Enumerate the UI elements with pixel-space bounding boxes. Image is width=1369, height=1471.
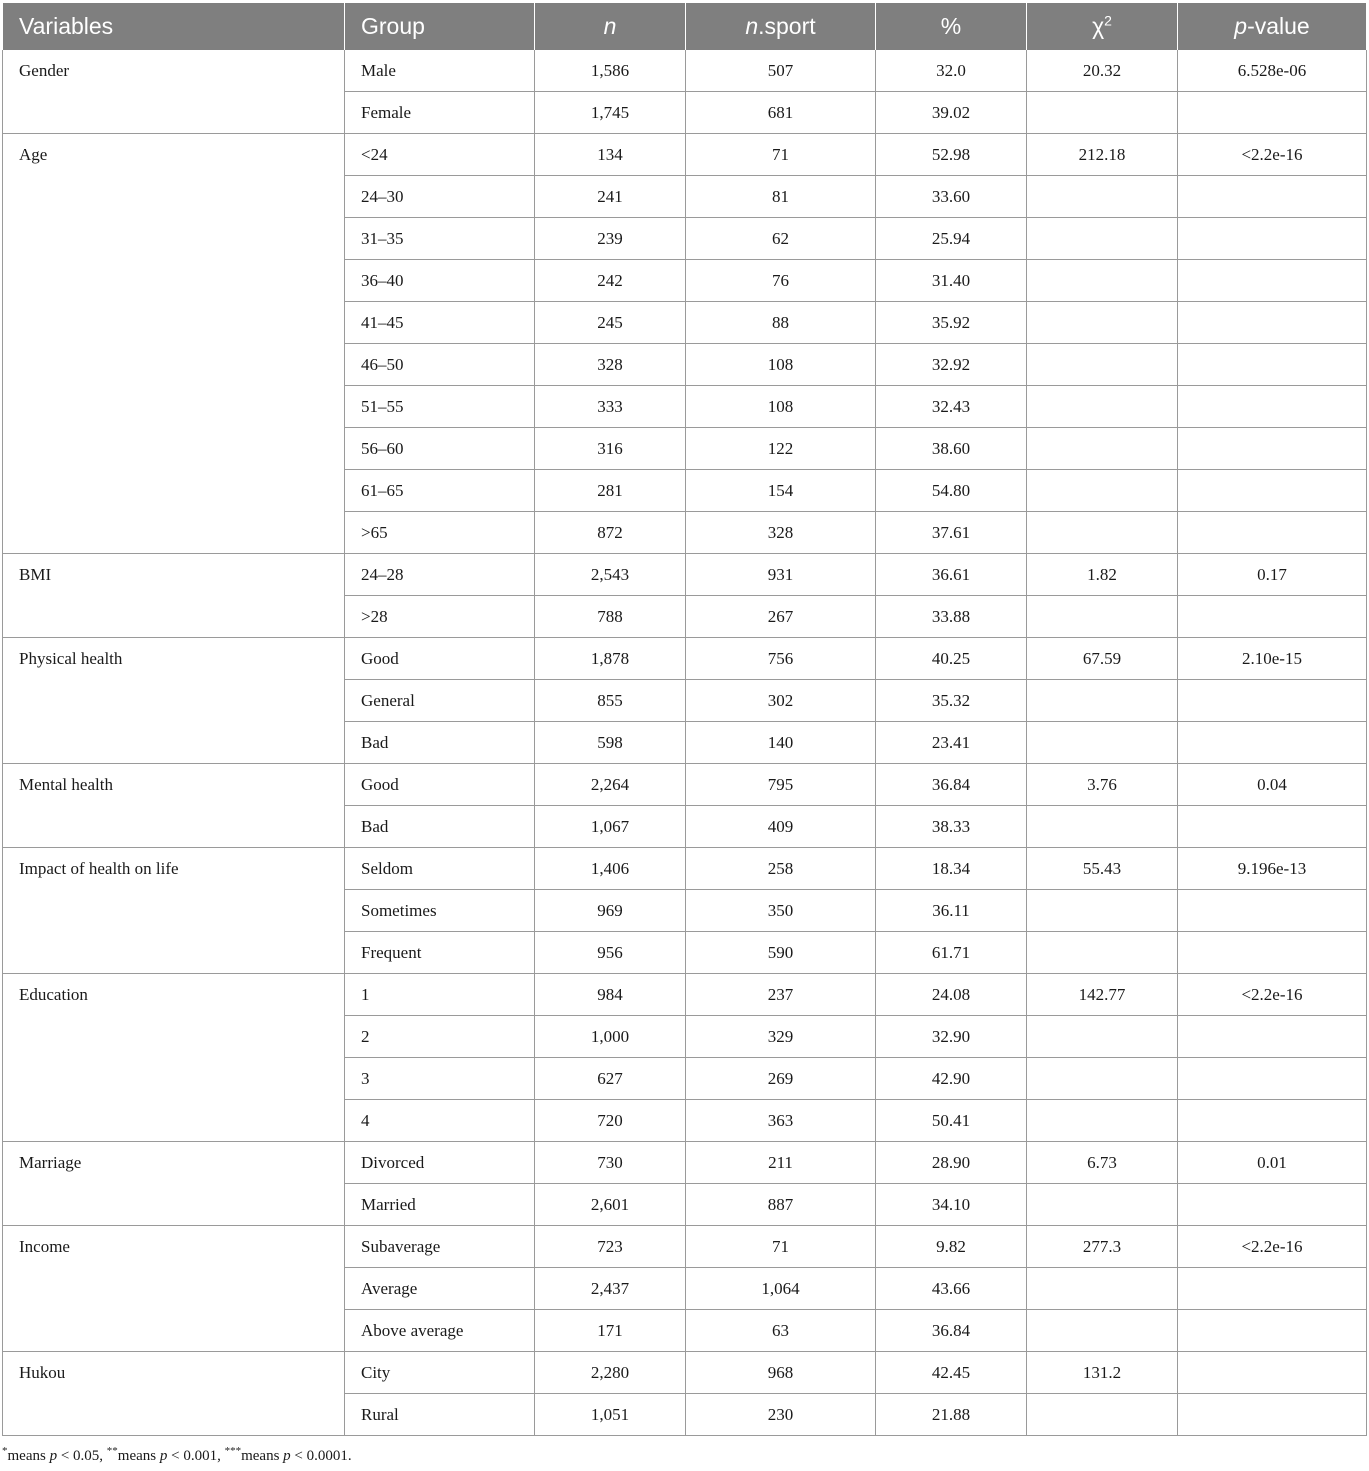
table-footnote	[2, 1445, 352, 1465]
cell-n-sport: 887	[686, 1184, 876, 1226]
cell-n: 627	[535, 1058, 686, 1100]
footnote-text-1: means	[7, 1448, 50, 1464]
cell-n-sport: 140	[686, 722, 876, 764]
header-group: Group	[345, 3, 535, 51]
header-n	[535, 3, 686, 51]
cell-n-sport: 329	[686, 1016, 876, 1058]
header-p-italic: p	[1234, 13, 1248, 39]
cell-n-sport: 507	[686, 50, 876, 92]
cell-n-sport: 968	[686, 1352, 876, 1394]
cell-p-value	[1178, 512, 1367, 554]
cell-n-sport: 63	[686, 1310, 876, 1352]
cell-chi-square	[1027, 722, 1178, 764]
cell-n-sport: 1,064	[686, 1268, 876, 1310]
cell-p-value	[1178, 722, 1367, 764]
cell-percent: 50.41	[876, 1100, 1027, 1142]
cell-n-sport: 88	[686, 302, 876, 344]
cell-variable: Education	[3, 974, 345, 1142]
cell-n: 328	[535, 344, 686, 386]
cell-percent: 40.25	[876, 638, 1027, 680]
header-percent: %	[876, 3, 1027, 51]
cell-percent: 33.60	[876, 176, 1027, 218]
cell-percent: 32.90	[876, 1016, 1027, 1058]
cell-chi-square: 20.32	[1027, 50, 1178, 92]
cell-n: 872	[535, 512, 686, 554]
cell-n: 134	[535, 134, 686, 176]
cell-group: 41–45	[345, 302, 535, 344]
results-table	[2, 2, 1367, 1436]
cell-group: >28	[345, 596, 535, 638]
footnote-star-2: **	[106, 1445, 118, 1457]
cell-group: Average	[345, 1268, 535, 1310]
cell-variable: Physical health	[3, 638, 345, 764]
cell-chi-square	[1027, 932, 1178, 974]
cell-p-value: <2.2e-16	[1178, 974, 1367, 1016]
cell-percent: 37.61	[876, 512, 1027, 554]
cell-percent: 31.40	[876, 260, 1027, 302]
footnote-star-3: ***	[224, 1445, 242, 1457]
cell-chi-square	[1027, 512, 1178, 554]
cell-n-sport: 590	[686, 932, 876, 974]
cell-group: Sometimes	[345, 890, 535, 932]
cell-chi-square	[1027, 1394, 1178, 1436]
table-body	[3, 50, 1367, 1436]
header-chi-square	[1027, 3, 1178, 51]
cell-chi-square	[1027, 680, 1178, 722]
cell-p-value	[1178, 260, 1367, 302]
cell-percent: 39.02	[876, 92, 1027, 134]
cell-percent: 42.90	[876, 1058, 1027, 1100]
cell-chi-square: 67.59	[1027, 638, 1178, 680]
cell-p-value: <2.2e-16	[1178, 134, 1367, 176]
cell-n-sport: 756	[686, 638, 876, 680]
cell-percent: 52.98	[876, 134, 1027, 176]
cell-p-value	[1178, 1100, 1367, 1142]
table-row	[3, 974, 1367, 1016]
cell-chi-square	[1027, 428, 1178, 470]
cell-percent: 35.32	[876, 680, 1027, 722]
cell-n: 1,745	[535, 92, 686, 134]
table-row	[3, 638, 1367, 680]
footnote-star-1: *	[2, 1445, 8, 1457]
cell-p-value	[1178, 1310, 1367, 1352]
cell-n-sport: 71	[686, 1226, 876, 1268]
cell-percent: 36.84	[876, 764, 1027, 806]
cell-n-sport: 81	[686, 176, 876, 218]
cell-group: Subaverage	[345, 1226, 535, 1268]
cell-n-sport: 62	[686, 218, 876, 260]
cell-n-sport: 269	[686, 1058, 876, 1100]
cell-percent: 25.94	[876, 218, 1027, 260]
cell-n-sport: 258	[686, 848, 876, 890]
cell-n: 1,406	[535, 848, 686, 890]
cell-chi-square	[1027, 470, 1178, 512]
cell-group: 24–30	[345, 176, 535, 218]
cell-p-value	[1178, 92, 1367, 134]
cell-group: Above average	[345, 1310, 535, 1352]
cell-percent: 32.43	[876, 386, 1027, 428]
cell-percent: 38.60	[876, 428, 1027, 470]
footnote-text-3: means	[241, 1448, 284, 1464]
cell-n-sport: 211	[686, 1142, 876, 1184]
cell-n-sport: 931	[686, 554, 876, 596]
cell-n: 2,543	[535, 554, 686, 596]
cell-percent: 28.90	[876, 1142, 1027, 1184]
cell-group: 51–55	[345, 386, 535, 428]
cell-percent: 34.10	[876, 1184, 1027, 1226]
cell-group: Good	[345, 764, 535, 806]
cell-percent: 18.34	[876, 848, 1027, 890]
cell-n-sport: 363	[686, 1100, 876, 1142]
cell-p-value: 0.17	[1178, 554, 1367, 596]
cell-chi-square	[1027, 260, 1178, 302]
cell-percent: 43.66	[876, 1268, 1027, 1310]
cell-n: 855	[535, 680, 686, 722]
cell-percent: 32.92	[876, 344, 1027, 386]
cell-group: Good	[345, 638, 535, 680]
cell-chi-square	[1027, 806, 1178, 848]
cell-n-sport: 681	[686, 92, 876, 134]
footnote-cond-2: < 0.001,	[167, 1448, 225, 1464]
cell-n: 2,601	[535, 1184, 686, 1226]
cell-p-value	[1178, 386, 1367, 428]
cell-n: 730	[535, 1142, 686, 1184]
cell-n-sport: 71	[686, 134, 876, 176]
cell-n: 723	[535, 1226, 686, 1268]
cell-group: >65	[345, 512, 535, 554]
cell-p-value	[1178, 218, 1367, 260]
cell-group: General	[345, 680, 535, 722]
table-header	[3, 3, 1367, 51]
cell-group: 31–35	[345, 218, 535, 260]
cell-group: Male	[345, 50, 535, 92]
cell-variable: Income	[3, 1226, 345, 1352]
cell-n-sport: 122	[686, 428, 876, 470]
cell-p-value: 0.01	[1178, 1142, 1367, 1184]
cell-percent: 36.61	[876, 554, 1027, 596]
cell-chi-square	[1027, 1184, 1178, 1226]
cell-n-sport: 409	[686, 806, 876, 848]
cell-n: 2,280	[535, 1352, 686, 1394]
cell-p-value	[1178, 890, 1367, 932]
cell-variable: Mental health	[3, 764, 345, 848]
cell-n: 241	[535, 176, 686, 218]
cell-percent: 38.33	[876, 806, 1027, 848]
table-row	[3, 1226, 1367, 1268]
footnote-p-1: p	[49, 1448, 58, 1464]
header-p-rest: -value	[1247, 13, 1310, 39]
cell-variable: Age	[3, 134, 345, 554]
cell-n: 598	[535, 722, 686, 764]
cell-percent: 24.08	[876, 974, 1027, 1016]
cell-variable: Marriage	[3, 1142, 345, 1226]
cell-group: Bad	[345, 722, 535, 764]
cell-percent: 23.41	[876, 722, 1027, 764]
cell-percent: 61.71	[876, 932, 1027, 974]
cell-n-sport: 350	[686, 890, 876, 932]
cell-p-value: 6.528e-06	[1178, 50, 1367, 92]
cell-group: 56–60	[345, 428, 535, 470]
cell-percent: 36.84	[876, 1310, 1027, 1352]
footnote-cond-1: < 0.05,	[57, 1448, 107, 1464]
cell-group: Frequent	[345, 932, 535, 974]
cell-n-sport: 154	[686, 470, 876, 512]
cell-p-value	[1178, 1394, 1367, 1436]
table-row	[3, 848, 1367, 890]
cell-n: 720	[535, 1100, 686, 1142]
footnote-cond-3: < 0.0001.	[290, 1448, 352, 1464]
cell-chi-square: 1.82	[1027, 554, 1178, 596]
header-n-sport-italic: n	[745, 13, 759, 39]
header-chi-base: χ	[1092, 13, 1105, 39]
cell-chi-square: 3.76	[1027, 764, 1178, 806]
cell-percent: 21.88	[876, 1394, 1027, 1436]
cell-n: 1,067	[535, 806, 686, 848]
cell-n-sport: 237	[686, 974, 876, 1016]
cell-n-sport: 230	[686, 1394, 876, 1436]
cell-n-sport: 795	[686, 764, 876, 806]
cell-chi-square: 6.73	[1027, 1142, 1178, 1184]
cell-n: 956	[535, 932, 686, 974]
cell-chi-square	[1027, 890, 1178, 932]
table-row	[3, 50, 1367, 92]
table-row	[3, 764, 1367, 806]
cell-n: 333	[535, 386, 686, 428]
cell-p-value	[1178, 932, 1367, 974]
cell-n: 316	[535, 428, 686, 470]
cell-n-sport: 76	[686, 260, 876, 302]
cell-group: 3	[345, 1058, 535, 1100]
cell-n-sport: 267	[686, 596, 876, 638]
cell-chi-square	[1027, 1058, 1178, 1100]
cell-p-value	[1178, 176, 1367, 218]
cell-n: 1,000	[535, 1016, 686, 1058]
cell-n: 1,586	[535, 50, 686, 92]
cell-n: 281	[535, 470, 686, 512]
cell-chi-square: 142.77	[1027, 974, 1178, 1016]
cell-chi-square: 55.43	[1027, 848, 1178, 890]
footnote-text-2: means	[117, 1448, 160, 1464]
cell-chi-square	[1027, 1016, 1178, 1058]
header-n-text: n	[603, 13, 617, 39]
cell-percent: 33.88	[876, 596, 1027, 638]
cell-p-value	[1178, 1058, 1367, 1100]
cell-variable: Hukou	[3, 1352, 345, 1436]
cell-p-value: 2.10e-15	[1178, 638, 1367, 680]
cell-n-sport: 302	[686, 680, 876, 722]
cell-group: 4	[345, 1100, 535, 1142]
cell-p-value	[1178, 1016, 1367, 1058]
header-p-value	[1178, 3, 1367, 51]
cell-chi-square	[1027, 1310, 1178, 1352]
cell-group: Rural	[345, 1394, 535, 1436]
cell-chi-square: 212.18	[1027, 134, 1178, 176]
cell-percent: 9.82	[876, 1226, 1027, 1268]
cell-n: 242	[535, 260, 686, 302]
table-row	[3, 554, 1367, 596]
cell-group: 36–40	[345, 260, 535, 302]
cell-chi-square	[1027, 386, 1178, 428]
cell-n: 2,437	[535, 1268, 686, 1310]
table-row	[3, 1352, 1367, 1394]
cell-n: 984	[535, 974, 686, 1016]
cell-group: 24–28	[345, 554, 535, 596]
cell-chi-square	[1027, 92, 1178, 134]
cell-chi-square	[1027, 1268, 1178, 1310]
cell-p-value	[1178, 428, 1367, 470]
header-row	[3, 3, 1367, 51]
cell-chi-square: 131.2	[1027, 1352, 1178, 1394]
cell-group: 46–50	[345, 344, 535, 386]
cell-n: 1,051	[535, 1394, 686, 1436]
cell-n: 245	[535, 302, 686, 344]
cell-chi-square	[1027, 344, 1178, 386]
cell-n: 969	[535, 890, 686, 932]
cell-p-value	[1178, 596, 1367, 638]
cell-n: 2,264	[535, 764, 686, 806]
cell-group: Divorced	[345, 1142, 535, 1184]
cell-group: <24	[345, 134, 535, 176]
cell-p-value	[1178, 344, 1367, 386]
cell-group: 2	[345, 1016, 535, 1058]
cell-p-value	[1178, 1268, 1367, 1310]
cell-variable: BMI	[3, 554, 345, 638]
header-chi-sup: 2	[1104, 12, 1112, 29]
cell-n: 1,878	[535, 638, 686, 680]
header-n-sport	[686, 3, 876, 51]
cell-p-value: 0.04	[1178, 764, 1367, 806]
cell-p-value: <2.2e-16	[1178, 1226, 1367, 1268]
footnote-p-3: p	[283, 1448, 291, 1464]
cell-chi-square	[1027, 302, 1178, 344]
cell-group: Married	[345, 1184, 535, 1226]
table-row	[3, 1142, 1367, 1184]
cell-chi-square	[1027, 596, 1178, 638]
cell-p-value	[1178, 1352, 1367, 1394]
cell-p-value	[1178, 806, 1367, 848]
header-variables: Variables	[3, 3, 345, 51]
cell-p-value	[1178, 1184, 1367, 1226]
cell-variable: Gender	[3, 50, 345, 134]
cell-group: 61–65	[345, 470, 535, 512]
cell-n-sport: 328	[686, 512, 876, 554]
cell-n: 788	[535, 596, 686, 638]
table-row	[3, 134, 1367, 176]
cell-n-sport: 108	[686, 344, 876, 386]
cell-percent: 32.0	[876, 50, 1027, 92]
cell-chi-square	[1027, 176, 1178, 218]
cell-percent: 35.92	[876, 302, 1027, 344]
cell-chi-square	[1027, 218, 1178, 260]
cell-percent: 36.11	[876, 890, 1027, 932]
cell-p-value	[1178, 680, 1367, 722]
cell-group: Seldom	[345, 848, 535, 890]
cell-percent: 54.80	[876, 470, 1027, 512]
footnote-p-2: p	[159, 1448, 168, 1464]
cell-n-sport: 108	[686, 386, 876, 428]
cell-n: 239	[535, 218, 686, 260]
cell-group: Bad	[345, 806, 535, 848]
cell-p-value: 9.196e-13	[1178, 848, 1367, 890]
cell-group: City	[345, 1352, 535, 1394]
cell-p-value	[1178, 302, 1367, 344]
cell-variable: Impact of health on life	[3, 848, 345, 974]
cell-group: 1	[345, 974, 535, 1016]
cell-chi-square	[1027, 1100, 1178, 1142]
cell-group: Female	[345, 92, 535, 134]
cell-percent: 42.45	[876, 1352, 1027, 1394]
cell-chi-square: 277.3	[1027, 1226, 1178, 1268]
header-n-sport-rest: .sport	[758, 13, 816, 39]
cell-n: 171	[535, 1310, 686, 1352]
cell-p-value	[1178, 470, 1367, 512]
